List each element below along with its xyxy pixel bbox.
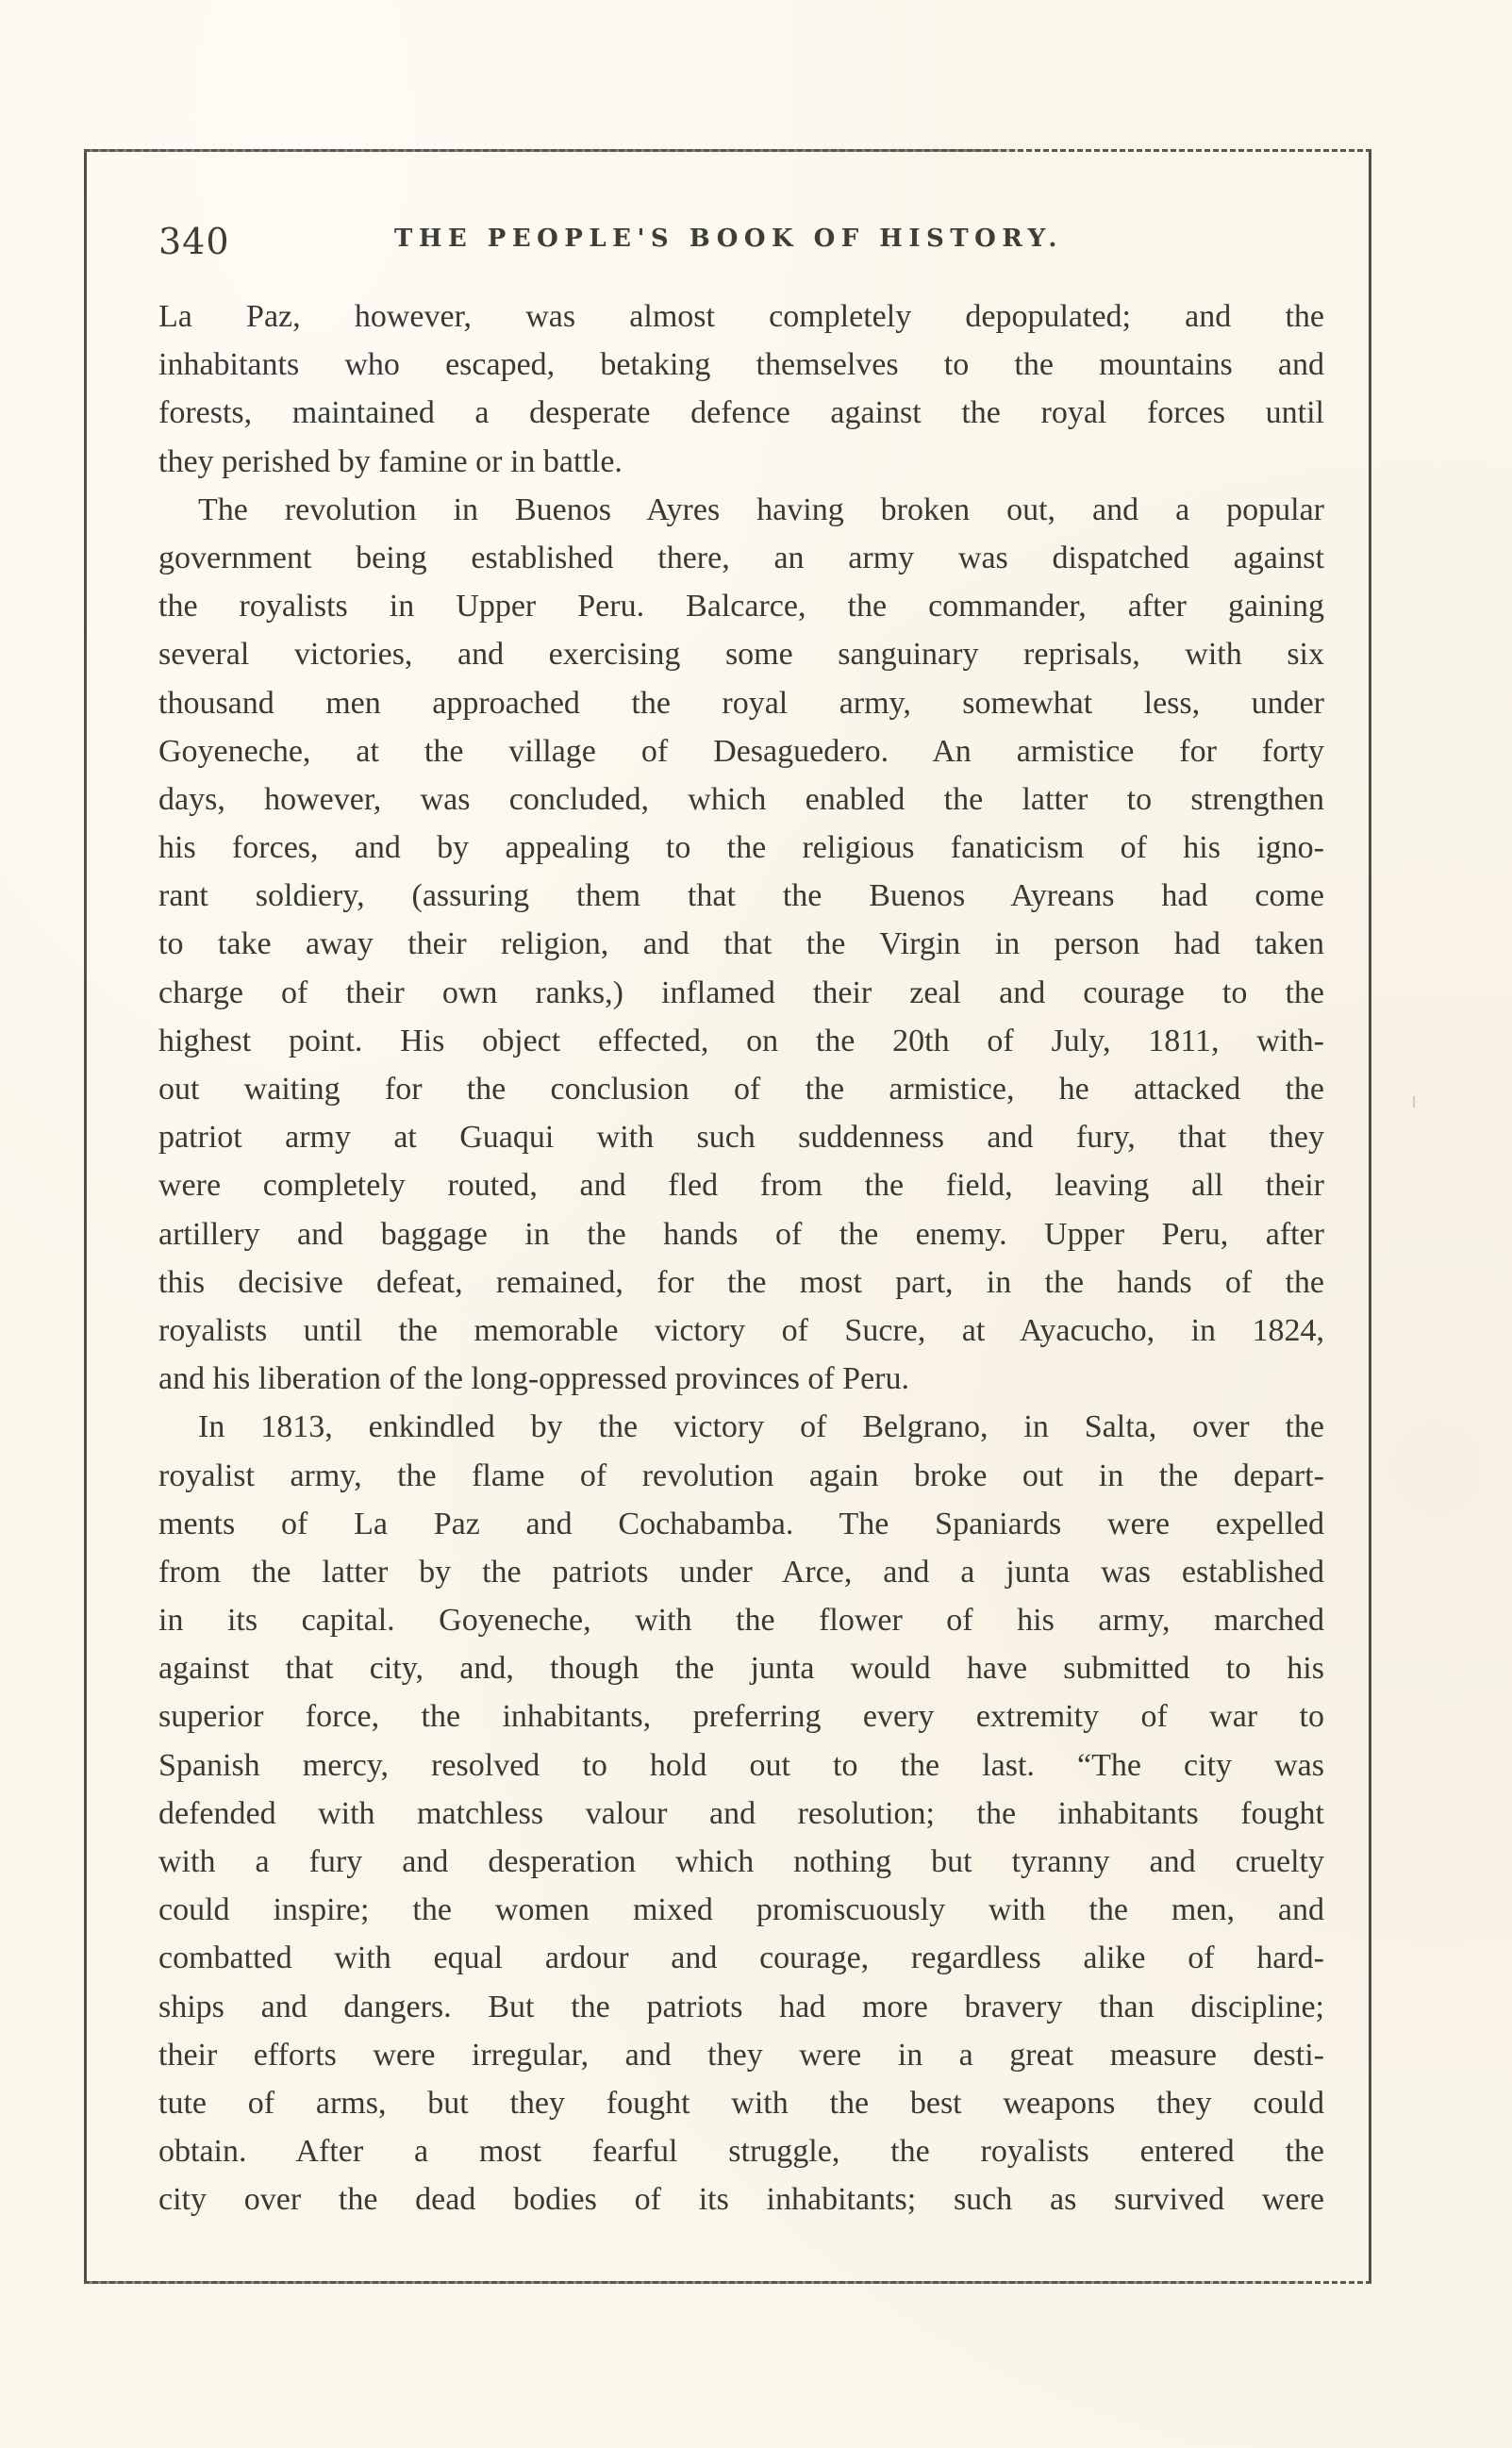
frame-bottom-rule [84,2281,1310,2284]
text-line: they perished by famine or in battle. [158,443,623,479]
text-line: city over the dead bodies of its inhabitants; such as survived were [158,2182,1324,2218]
text-line: defended with matchless valour and resolution; the inhabitants fought [158,1795,1324,1831]
page-number: 340 [158,221,230,262]
text-line: tute of arms, but they fought with the best weapons they could [158,2085,1324,2121]
text-line: highest point. His object effected, on the 20th of July, 1811, with- [158,1023,1324,1058]
text-line: thousand men approached the royal army, somewhat less, under [158,685,1324,721]
text-line: could inspire; the women mixed promiscuously with the men, and [158,1892,1324,1928]
paragraph [158,486,1324,1404]
text-line: were completely routed, and fled from the field, leaving all their [158,1168,1324,1204]
text-line: La Paz, however, was almost completely depopulated; and the [158,299,1324,334]
text-line: days, however, was concluded, which enabled the latter to strengthen [158,781,1324,817]
text-line: Spanish mercy, resolved to hold out to the last. “The city was [158,1747,1324,1783]
text-line: superior force, the inhabitants, preferring every extremity of war to [158,1699,1324,1735]
text-line: in its capital. Goyeneche, with the flower of his army, marched [158,1603,1324,1639]
text-line: artillery and baggage in the hands of the enemy. Upper Peru, after [158,1216,1324,1252]
text-line: The revolution in Buenos Ayres having broken out, and a popular [198,491,1324,527]
text-line: out waiting for the conclusion of the armistice, he attacked the [158,1072,1324,1107]
paragraph [158,1403,1324,2223]
text-line: from the latter by the patriots under Arce, and a junta was established [158,1554,1324,1590]
text-line: government being established there, an army was dispatched against [158,540,1324,575]
text-line: charge of their own ranks,) inflamed their zeal and courage to the [158,974,1324,1010]
paragraph [158,292,1324,486]
running-title: THE PEOPLE'S BOOK OF HISTORY. [394,225,1063,253]
right-margin-speck [1413,1096,1415,1107]
text-line: his forces, and by appealing to the religious fanaticism of his igno- [158,830,1324,866]
text-line: combatted with equal ardour and courage, regardless alike of hard- [158,1940,1324,1976]
body-text [158,292,1324,2224]
text-line: obtain. After a most fearful struggle, the royalists entered the [158,2134,1324,2170]
text-line: their efforts were irregular, and they were in a great measure desti- [158,2037,1324,2073]
text-line: Goyeneche, at the village of Desaguedero. An armistice for forty [158,733,1324,769]
text-line: royalists until the memorable victory of Sucre, at Ayacucho, in 1824, [158,1312,1324,1348]
frame-top-rule [84,149,1027,152]
text-line: ships and dangers. But the patriots had more bravery than discipline; [158,1989,1324,2024]
text-line: with a fury and desperation which nothing but tyranny and cruelty [158,1844,1324,1879]
text-line: ments of La Paz and Cochabamba. The Spaniards were expelled [158,1506,1324,1541]
running-head [158,215,1328,262]
text-line: this decisive defeat, remained, for the most part, in the hands of the [158,1264,1324,1300]
text-line: In 1813, enkindled by the victory of Belgrano, in Salta, over the [198,1409,1324,1445]
text-line: inhabitants who escaped, betaking themselves to the mountains and [158,347,1324,383]
text-line: rant soldiery, (assuring them that the Buenos Ayreans had come [158,878,1324,914]
text-line: and his liberation of the long-oppressed provinces of Peru. [158,1361,909,1397]
text-line: patriot army at Guaqui with such suddenness and fury, that they [158,1120,1324,1156]
text-line: royalist army, the flame of revolution again broke out in the depart- [158,1457,1324,1493]
text-line: the royalists in Upper Peru. Balcarce, the commander, after gaining [158,589,1324,624]
text-line: forests, maintained a desperate defence against the royal forces until [158,395,1324,431]
text-line: to take away their religion, and that the Virgin in person had taken [158,926,1324,962]
text-line: against that city, and, though the junta would have submitted to his [158,1651,1324,1687]
text-line: several victories, and exercising some sanguinary reprisals, with six [158,637,1324,673]
